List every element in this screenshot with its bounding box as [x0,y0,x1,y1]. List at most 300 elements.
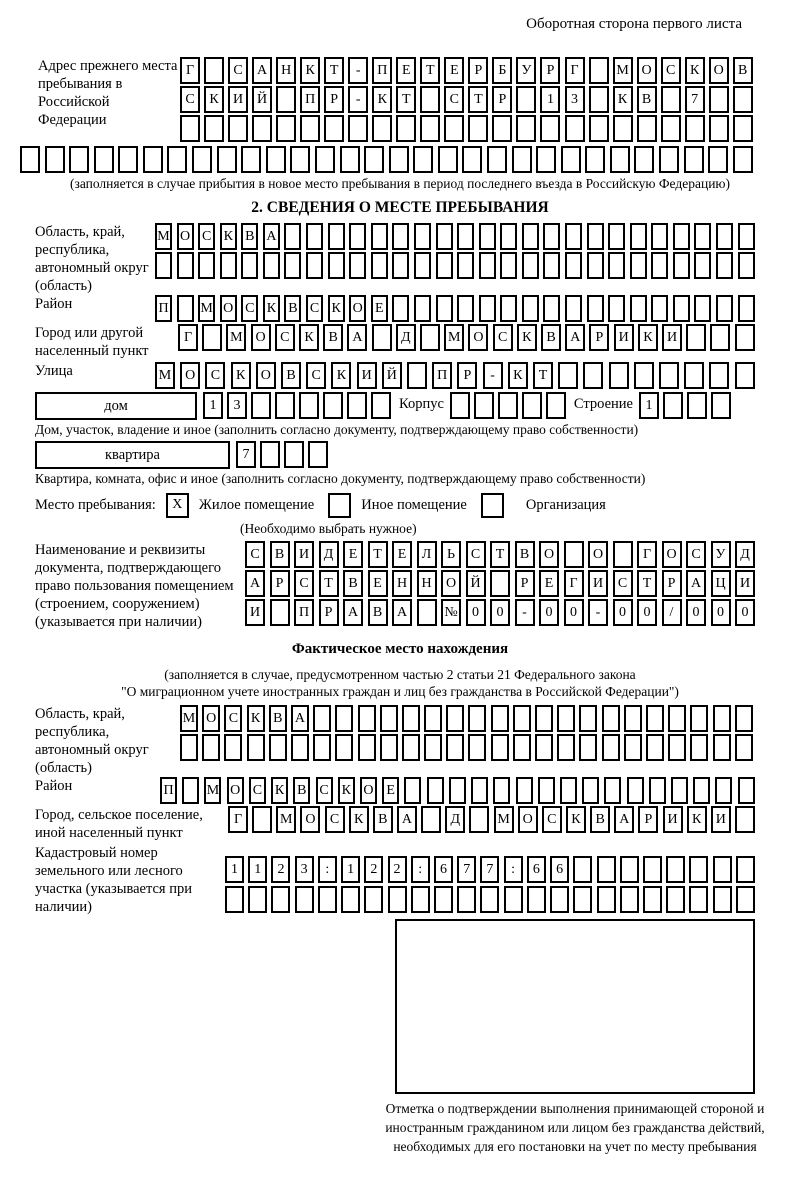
char-box[interactable]: М [613,57,633,84]
char-box[interactable] [457,886,476,913]
char-box[interactable]: Г [180,57,200,84]
char-box[interactable] [498,392,518,419]
char-box[interactable] [538,777,555,804]
char-box[interactable]: О [177,223,194,250]
char-box[interactable] [649,777,666,804]
char-box[interactable] [462,146,482,173]
char-box[interactable]: О [518,806,538,833]
char-box[interactable] [522,223,539,250]
char-box[interactable]: О [588,541,608,568]
char-box[interactable]: С [198,223,215,250]
char-box[interactable]: П [372,57,392,84]
char-box[interactable]: И [357,362,377,389]
char-box[interactable]: В [270,541,290,568]
char-box[interactable] [457,252,474,279]
char-box[interactable] [263,252,280,279]
char-box[interactable]: С [613,570,633,597]
char-box[interactable] [716,252,733,279]
char-box[interactable]: М [204,777,221,804]
char-box[interactable] [491,705,509,732]
char-box[interactable]: Г [564,570,584,597]
char-box[interactable] [335,705,353,732]
char-box[interactable] [284,223,301,250]
char-box[interactable]: 3 [227,392,247,419]
char-box[interactable] [597,856,616,883]
char-box[interactable]: В [590,806,610,833]
char-box[interactable] [573,856,592,883]
char-box[interactable]: Е [368,570,388,597]
char-box[interactable]: - [348,57,368,84]
char-box[interactable] [414,295,431,322]
char-box[interactable] [348,115,368,142]
char-box[interactable]: Р [662,570,682,597]
char-box[interactable] [516,777,533,804]
char-box[interactable] [438,146,458,173]
char-box[interactable] [247,734,265,761]
char-box[interactable]: Н [392,570,412,597]
char-box[interactable]: 3 [295,856,314,883]
char-box[interactable] [487,146,507,173]
char-box[interactable] [693,777,710,804]
char-box[interactable]: Р [270,570,290,597]
char-box[interactable] [284,252,301,279]
char-box[interactable] [340,146,360,173]
char-box[interactable] [323,392,343,419]
char-box[interactable]: 3 [565,86,585,113]
char-box[interactable] [565,252,582,279]
char-box[interactable] [315,146,335,173]
char-box[interactable] [715,777,732,804]
char-box[interactable] [709,115,729,142]
char-box[interactable] [177,252,194,279]
char-box[interactable]: О [220,295,237,322]
char-box[interactable] [198,252,215,279]
char-box[interactable]: Е [392,541,412,568]
char-box[interactable]: 2 [388,856,407,883]
char-box[interactable]: У [711,541,731,568]
char-box[interactable] [411,886,430,913]
char-box[interactable] [627,777,644,804]
char-box[interactable] [436,223,453,250]
char-box[interactable] [358,734,376,761]
char-box[interactable] [557,705,575,732]
char-box[interactable] [609,362,629,389]
char-box[interactable] [513,734,531,761]
char-box[interactable]: К [349,806,369,833]
char-box[interactable] [392,295,409,322]
char-box[interactable]: И [228,86,248,113]
char-box[interactable] [716,223,733,250]
char-box[interactable] [643,886,662,913]
char-box[interactable]: 0 [539,599,559,626]
char-box[interactable] [228,115,248,142]
char-box[interactable] [457,223,474,250]
char-box[interactable] [668,705,686,732]
char-box[interactable] [735,324,755,351]
char-box[interactable]: О [256,362,276,389]
char-box[interactable]: : [504,856,523,883]
char-box[interactable]: В [368,599,388,626]
char-box[interactable]: К [331,362,351,389]
char-box[interactable] [613,541,633,568]
char-box[interactable] [624,705,642,732]
char-box[interactable]: Б [492,57,512,84]
char-box[interactable]: Т [637,570,657,597]
char-box[interactable]: О [637,57,657,84]
char-box[interactable] [69,146,89,173]
char-box[interactable]: Р [492,86,512,113]
char-box[interactable] [543,295,560,322]
char-box[interactable] [364,886,383,913]
char-box[interactable]: Р [457,362,477,389]
char-box[interactable] [449,777,466,804]
char-box[interactable] [364,146,384,173]
char-box[interactable] [371,252,388,279]
char-box[interactable] [694,223,711,250]
char-box[interactable] [436,252,453,279]
char-box[interactable] [413,146,433,173]
char-box[interactable]: : [411,856,430,883]
char-box[interactable]: 6 [550,856,569,883]
char-box[interactable] [610,146,630,173]
char-box[interactable] [738,295,755,322]
char-box[interactable]: 0 [613,599,633,626]
char-box[interactable]: Л [417,541,437,568]
char-box[interactable]: 2 [271,856,290,883]
char-box[interactable] [424,734,442,761]
char-box[interactable]: И [614,324,634,351]
char-box[interactable] [738,777,755,804]
char-box[interactable]: 0 [490,599,510,626]
char-box[interactable] [372,324,392,351]
char-box[interactable] [684,362,704,389]
char-box[interactable]: М [226,324,246,351]
char-box[interactable]: К [517,324,537,351]
char-box[interactable] [143,146,163,173]
char-box[interactable]: А [347,324,367,351]
char-box[interactable]: П [294,599,314,626]
char-box[interactable] [328,252,345,279]
char-box[interactable] [318,886,337,913]
char-box[interactable] [260,441,280,468]
char-box[interactable] [192,146,212,173]
char-box[interactable] [543,252,560,279]
char-box[interactable]: Р [638,806,658,833]
char-box[interactable] [241,146,261,173]
char-box[interactable]: В [541,324,561,351]
char-box[interactable]: С [249,777,266,804]
char-box[interactable] [659,146,679,173]
char-box[interactable] [733,146,753,173]
char-box[interactable]: А [252,57,272,84]
checkbox-other-premises[interactable] [328,493,351,518]
char-box[interactable] [624,734,642,761]
char-box[interactable] [630,223,647,250]
char-box[interactable]: П [300,86,320,113]
char-box[interactable] [328,223,345,250]
char-box[interactable]: Т [533,362,553,389]
char-box[interactable]: С [205,362,225,389]
char-box[interactable] [543,223,560,250]
char-box[interactable] [711,392,731,419]
char-box[interactable]: 7 [480,856,499,883]
char-box[interactable]: С [294,570,314,597]
char-box[interactable] [608,223,625,250]
char-box[interactable] [468,115,488,142]
char-box[interactable]: Е [382,777,399,804]
char-box[interactable]: О [709,57,729,84]
char-box[interactable] [560,777,577,804]
char-box[interactable]: 0 [735,599,755,626]
char-box[interactable]: К [338,777,355,804]
char-box[interactable] [299,392,319,419]
char-box[interactable] [371,223,388,250]
char-box[interactable] [404,777,421,804]
char-box[interactable] [271,886,290,913]
char-box[interactable]: Г [565,57,585,84]
char-box[interactable] [358,705,376,732]
char-box[interactable] [512,146,532,173]
char-box[interactable] [266,146,286,173]
char-box[interactable] [671,777,688,804]
char-box[interactable]: Е [343,541,363,568]
char-box[interactable] [434,886,453,913]
char-box[interactable] [251,392,271,419]
char-box[interactable]: Т [468,86,488,113]
char-box[interactable]: И [663,806,683,833]
char-box[interactable]: С [542,806,562,833]
char-box[interactable]: 7 [457,856,476,883]
char-box[interactable] [421,806,441,833]
char-box[interactable] [579,705,597,732]
char-box[interactable] [167,146,187,173]
char-box[interactable] [217,146,237,173]
char-box[interactable] [634,146,654,173]
char-box[interactable] [94,146,114,173]
char-box[interactable] [663,392,683,419]
char-box[interactable] [492,115,512,142]
char-box[interactable]: О [468,324,488,351]
char-box[interactable] [402,734,420,761]
char-box[interactable] [341,886,360,913]
char-box[interactable] [469,806,489,833]
char-box[interactable] [589,86,609,113]
char-box[interactable] [269,734,287,761]
char-box[interactable]: К [613,86,633,113]
char-box[interactable] [444,115,464,142]
char-box[interactable] [708,146,728,173]
char-box[interactable]: И [711,806,731,833]
char-box[interactable]: С [493,324,513,351]
char-box[interactable] [738,223,755,250]
char-box[interactable]: М [155,362,175,389]
char-box[interactable]: Р [589,324,609,351]
char-box[interactable] [587,223,604,250]
char-box[interactable] [479,252,496,279]
char-box[interactable] [661,86,681,113]
char-box[interactable] [634,362,654,389]
char-box[interactable] [392,252,409,279]
char-box[interactable]: 1 [225,856,244,883]
char-box[interactable]: А [614,806,634,833]
char-box[interactable]: О [662,541,682,568]
char-box[interactable] [392,223,409,250]
char-box[interactable] [565,295,582,322]
checkbox-residential[interactable]: X [166,493,189,518]
char-box[interactable]: К [566,806,586,833]
char-box[interactable] [684,146,704,173]
char-box[interactable]: Р [540,57,560,84]
char-box[interactable]: В [733,57,753,84]
char-box[interactable]: В [343,570,363,597]
char-box[interactable] [585,146,605,173]
char-box[interactable]: Е [371,295,388,322]
char-box[interactable] [371,392,391,419]
char-box[interactable] [290,146,310,173]
char-box[interactable] [736,886,755,913]
char-box[interactable] [620,886,639,913]
char-box[interactable] [389,146,409,173]
char-box[interactable] [666,856,685,883]
char-box[interactable] [579,734,597,761]
char-box[interactable]: А [686,570,706,597]
char-box[interactable] [417,599,437,626]
char-box[interactable]: П [432,362,452,389]
char-box[interactable]: - [515,599,535,626]
char-box[interactable]: Д [445,806,465,833]
char-box[interactable] [313,734,331,761]
char-box[interactable] [694,295,711,322]
char-box[interactable] [587,295,604,322]
char-box[interactable]: К [220,223,237,250]
char-box[interactable]: В [293,777,310,804]
char-box[interactable] [276,115,296,142]
char-box[interactable]: Р [468,57,488,84]
char-box[interactable]: К [638,324,658,351]
char-box[interactable]: У [516,57,536,84]
char-box[interactable] [396,115,416,142]
char-box[interactable]: 1 [540,86,560,113]
char-box[interactable] [284,441,304,468]
char-box[interactable] [424,705,442,732]
char-box[interactable] [491,734,509,761]
char-box[interactable]: М [155,223,172,250]
char-box[interactable] [118,146,138,173]
char-box[interactable] [306,252,323,279]
char-box[interactable] [202,324,222,351]
char-box[interactable] [735,734,753,761]
char-box[interactable] [666,886,685,913]
char-box[interactable] [182,777,199,804]
char-box[interactable] [224,734,242,761]
char-box[interactable]: К [372,86,392,113]
char-box[interactable]: / [662,599,682,626]
char-box[interactable]: П [160,777,177,804]
char-box[interactable] [673,223,690,250]
char-box[interactable] [589,57,609,84]
char-box[interactable] [204,115,224,142]
char-box[interactable]: К [247,705,265,732]
char-box[interactable]: С [224,705,242,732]
char-box[interactable] [427,777,444,804]
char-box[interactable] [582,777,599,804]
char-box[interactable]: 1 [639,392,659,419]
char-box[interactable] [471,777,488,804]
char-box[interactable]: В [637,86,657,113]
char-box[interactable]: В [373,806,393,833]
char-box[interactable] [180,734,198,761]
char-box[interactable] [651,252,668,279]
char-box[interactable]: С [306,295,323,322]
char-box[interactable] [420,86,440,113]
char-box[interactable]: С [228,57,248,84]
char-box[interactable]: Ц [711,570,731,597]
char-box[interactable]: К [299,324,319,351]
char-box[interactable] [613,115,633,142]
char-box[interactable] [490,570,510,597]
char-box[interactable] [414,252,431,279]
char-box[interactable] [420,115,440,142]
char-box[interactable]: Й [466,570,486,597]
char-box[interactable] [457,295,474,322]
char-box[interactable] [252,115,272,142]
char-box[interactable]: С [180,86,200,113]
char-box[interactable]: О [202,705,220,732]
char-box[interactable] [713,856,732,883]
char-box[interactable]: С [306,362,326,389]
char-box[interactable]: 1 [341,856,360,883]
char-box[interactable] [513,705,531,732]
char-box[interactable] [565,115,585,142]
char-box[interactable]: Г [178,324,198,351]
char-box[interactable] [673,295,690,322]
char-box[interactable]: Д [735,541,755,568]
checkbox-organization[interactable] [481,493,504,518]
char-box[interactable]: 0 [564,599,584,626]
char-box[interactable] [522,295,539,322]
char-box[interactable] [516,86,536,113]
char-box[interactable]: Г [637,541,657,568]
char-box[interactable] [646,734,664,761]
char-box[interactable] [686,324,706,351]
char-box[interactable] [668,734,686,761]
char-box[interactable] [735,362,755,389]
char-box[interactable] [468,705,486,732]
char-box[interactable]: С [686,541,706,568]
char-box[interactable] [252,806,272,833]
char-box[interactable]: Г [228,806,248,833]
char-box[interactable]: Е [396,57,416,84]
char-box[interactable] [527,886,546,913]
char-box[interactable] [540,115,560,142]
char-box[interactable]: К [508,362,528,389]
char-box[interactable]: О [360,777,377,804]
char-box[interactable] [673,252,690,279]
char-box[interactable]: И [588,570,608,597]
char-box[interactable]: Т [490,541,510,568]
char-box[interactable]: Р [324,86,344,113]
char-box[interactable] [565,223,582,250]
char-box[interactable]: А [397,806,417,833]
char-box[interactable] [651,295,668,322]
char-box[interactable] [687,392,707,419]
char-box[interactable]: И [294,541,314,568]
char-box[interactable] [500,295,517,322]
char-box[interactable]: К [231,362,251,389]
char-box[interactable] [204,57,224,84]
char-box[interactable]: А [343,599,363,626]
char-box[interactable]: Н [276,57,296,84]
